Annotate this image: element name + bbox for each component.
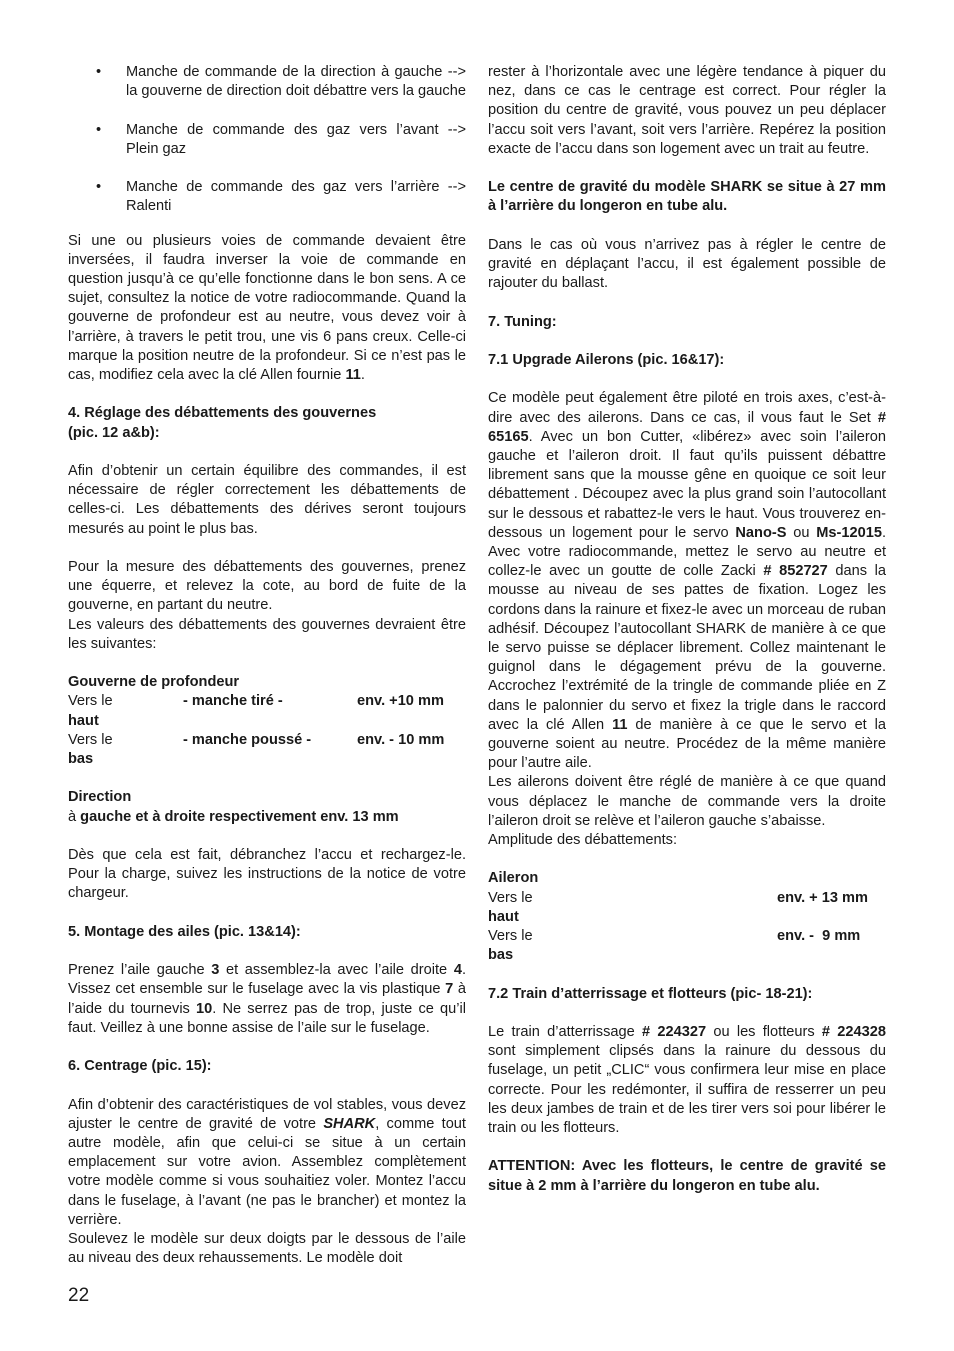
paragraph-equilibre: Afin d’obtenir un certain équilibre des commandes, il est nécessaire de régler correctement les débattements de celles-ci. Les débattements des dérives seront toujours mesurés au point le plus bas. <box>68 463 466 537</box>
paragraph-horizontale: rester à l’horizontale avec une légère tendance à piquer du nez, dans ce cas le centrage est correct. Pour régler la position du centre de gravité, vous pouvez un peu déplacer l’accu soit vers l’avant, soit vers l’arrière. Repérez la position exacte de l’accu dans son logement avec un trait au feutre. <box>488 64 886 157</box>
section-7-title: 7. Tuning: <box>488 313 557 330</box>
paragraph-train: Le train d’atterrissage # 224327 ou les flotteurs # 224328 sont simplement clipsés dans la rainure du dessous du fuselage, un petit „CLIC“ vous confirmera leur mise en place correcte. Pour les redémonter, il suffira de resserrer un peu les deux jambes de train et de les tirer vers soi pour libérer le train ou les flotteurs. <box>488 1024 886 1137</box>
section-7-2-title: 7.2 Train d’atterrissage et flotteurs (pic- 18-21): <box>488 985 813 1002</box>
aileron-title: Aileron <box>488 870 539 887</box>
aileron-row-haut: Vers le haut env. + 13 mm <box>488 889 868 925</box>
paragraph-valeurs: Les valeurs des débattements des gouvernes devraient être les suivantes: <box>68 616 466 652</box>
paragraph-ailerons: Ce modèle peut également être piloté en trois axes, c’est-à-dire avec des ailerons. Dans ce cas, il vous faut le Set # 65165. Avec un bon Cutter, «libérez» avec soin l’aileron gauche et l’aileron droit. Il faut qu’ils puissent débattre librement sans que la mousse gêne en quoique ce soit leur débattement . Découpez avec la plus grand soin l’autocollant sur le dessous et rabattez-le vers le haut. Vous trouverez en-dessous un logement pour le servo Nano-S ou Ms-12015. Avec votre radiocommande, mettez le servo au neutre et collez-le avec un goutte de colle Zacki # 852727 dans la mousse au niveau de ses pattes de fixation. Logez les cordons dans la rainure et fixez-le avec un morceau de ruban adhésif. Découpez l’autocollant SHARK de manière à ce que le servo puisse se déplacer librement. Collez maintenant le guignol dans le dégagement prévu de la gouverne. Accrochez l’extrémité de la tringle de commande pliée en Z dans le palonnier du servo et fixez la trigle dans le raccord avec la clé Allen 11 de manière à ce que le servo et la gouverne soient au neutre. Procédez de la même manière pour l’autre aile. <box>488 390 886 772</box>
aileron-row-bas: Vers le bas env. - 9 mm <box>488 928 861 964</box>
attention-note: ATTENTION: Avec les flotteurs, le centre de gravité se situe à 2 mm à l’arrière du longeron en tube alu. <box>488 1158 886 1194</box>
paragraph-amplitude: Amplitude des débattements: <box>488 832 678 849</box>
profondeur-title: Gouverne de profondeur <box>68 674 240 691</box>
paragraph-mesure: Pour la mesure des débattements des gouvernes, prenez une équerre, et relevez la cote, au bord de fuite de la gouverne, en partant du neutre. <box>68 559 466 614</box>
bullet-icon: • <box>96 179 102 196</box>
paragraph-ballast: Dans le cas où vous n’arrivez pas à régler le centre de gravité en déplaçant l’accu, il est également possible de rajouter du ballast. <box>488 236 886 292</box>
profondeur-row-bas: Vers le bas - manche poussé - env. - 10 mm <box>68 731 445 768</box>
list-item: • Manche de commande des gaz vers l’avant --> Plein gaz <box>96 121 466 157</box>
paragraph-accu: Dès que cela est fait, débranchez l’accu et rechargez-le. Pour la charge, suivez les instructions de la notice de votre chargeur. <box>68 847 466 902</box>
paragraph-inversion: Si une ou plusieurs voies de commande devaient être inversées, il faudra inverser la voie de commande en question jusqu’à ce qu’elle fonctionne dans le bon sens. A ce sujet, consultez la notice de votre radiocommande. Quand la gouverne de profondeur est au neutre, vous devez voir à l’arrière, à travers le petit trou, une vis 6 pans creux. Celle-ci marque la position neutre de la profondeur. Si ce n’est pas le cas, modifiez cela avec la clé Allen fournie 11. <box>68 232 466 384</box>
direction-title: Direction <box>68 789 132 806</box>
list-item: • Manche de commande des gaz vers l’arrière --> Ralenti <box>96 179 466 215</box>
bullet-icon: • <box>96 64 102 80</box>
paragraph-centrage: Afin d’obtenir des caractéristiques de vol stables, vous devez ajuster le centre de gravité de votre SHARK, comme tout autre modèle, afin que celui-ci se situe à un certain emplacement sur votre avion. Assemblez complètement votre modèle comme si vous souhaitiez voler. Montez l’accu dans le fuselage, à l’avant (ne pas le brancher) et montez la verrière. <box>68 1096 466 1228</box>
section-6-title: 6. Centrage (pic. 15): <box>68 1058 212 1075</box>
bullet-icon: • <box>96 121 102 138</box>
left-column <box>68 63 466 1268</box>
list-item: • Manche de commande de la direction à gauche --> la gouverne de direction doit débattre vers la gauche <box>96 64 466 100</box>
right-column <box>488 63 886 1196</box>
bullet-list <box>68 63 466 217</box>
paragraph-ailerons-reglage: Les ailerons doivent être réglé de manière à ce que quand vous déplacez le manche de commande vers la droite l’aileron droit se relève et l’aileron gauche s’abaisse. <box>488 774 886 829</box>
section-7-1-title: 7.1 Upgrade Ailerons (pic. 16&17): <box>488 351 725 368</box>
page-number: 22 <box>68 1285 90 1306</box>
section-4-title: 4. Réglage des débattements des gouvernes (pic. 12 a&b): <box>68 405 377 441</box>
paragraph-montage: Prenez l’aile gauche 3 et assemblez-la avec l’aile droite 4. Vissez cet ensemble sur le fuselage avec la vis plastique 7 à l’aide du tournevis 10. Ne serrez pas de trop, juste ce qu’il faut. Veillez à une bonne assise de l’aile sur le fuselage. <box>68 962 466 1036</box>
profondeur-row-haut: Vers le haut - manche tiré - env. +10 mm <box>68 693 444 729</box>
section-5-title: 5. Montage des ailes (pic. 13&14): <box>68 923 301 940</box>
direction-line: à gauche et à droite respectivement env. 13 mm <box>68 808 399 825</box>
cg-statement: Le centre de gravité du modèle SHARK se situe à 27 mm à l’arrière du longeron en tube alu. <box>488 179 886 215</box>
paragraph-soulevez: Soulevez le modèle sur deux doigts par le dessous de l’aile au niveau des deux rehaussements. Le modèle doit <box>68 1231 466 1267</box>
